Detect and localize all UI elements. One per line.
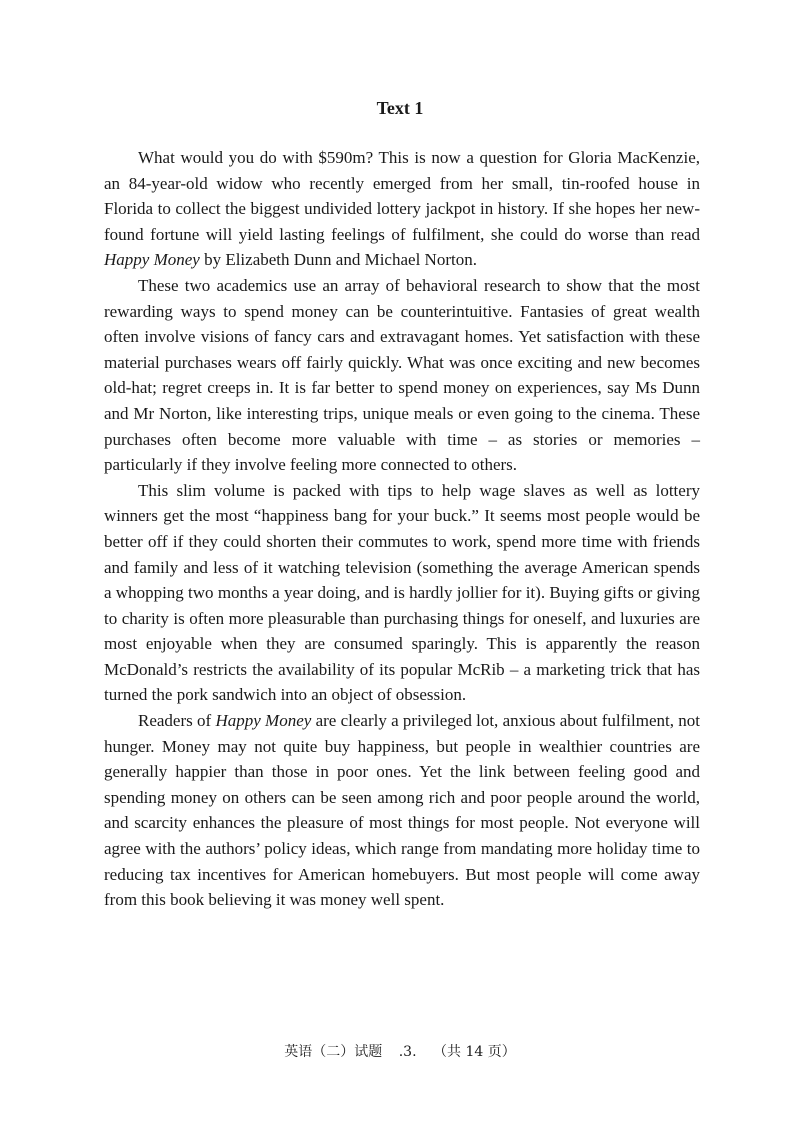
exam-label: 英语（二）试题 <box>284 1044 383 1060</box>
paragraph-1 <box>104 145 700 273</box>
paragraph-text: by Elizabeth Dunn and Michael Norton. <box>199 250 477 270</box>
total-pages: （共 14 页） <box>433 1044 516 1060</box>
paragraph-text: What would you do with $590m? This is now a question for Gloria MacKenzie, an 84-year-old widow who recently emerged from her small, tin-roofed house in Florida to collect the biggest undivided lottery jackpot in history. If she hopes her new-found fortune will yield lasting feelings of fulfilment, she could do worse than read <box>104 148 700 244</box>
paragraph-text: are clearly a privileged lot, anxious about fulfilment, not hunger. Money may not quite buy happiness, but people in wealthier countries are generally happier than those in poor ones. Yet the link between feeling good and spending money on others can be seen among rich and poor people around the world, and scarcity enhances the pleasure of most things for most people. Not everyone will agree with the authors’ policy ideas, which range from mandating more holiday time to reducing tax incentives for American homebuyers. But most people will come away from this book believing it was money well spent. <box>104 711 700 910</box>
paragraph-4 <box>104 708 700 913</box>
book-title: Happy Money <box>104 250 200 270</box>
paragraph-3 <box>104 478 700 708</box>
paragraph-text: This slim volume is packed with tips to help wage slaves as well as lottery winners get the most “happiness bang for your buck.” It seems most people would be better off if they could shorten their commutes to work, spend more time with friends and family and less of it watching television (something the average American spends a whopping two months a year doing, and is hardly jollier for it). Buying gifts or giving to charity is often more pleasurable than purchasing things for oneself, and luxuries are most enjoyable when they are consumed sparingly. This is apparently the reason McDonald’s restricts the availability of its popular McRib – a marketing trick that has turned the pork sandwich into an object of obsession. <box>104 480 700 705</box>
paragraph-text: Readers of <box>138 711 216 731</box>
page-footer <box>0 1042 800 1062</box>
book-title: Happy Money <box>215 711 312 731</box>
passage-body <box>104 145 700 913</box>
page-number: .3. <box>398 1044 417 1060</box>
paragraph-2 <box>104 273 700 478</box>
paragraph-text: These two academics use an array of behavioral research to show that the most rewarding ways to spend money can be counterintuitive. Fantasies of great wealth often involve visions of fancy cars and extravagant homes. Yet satisfaction with these material purchases wears off fairly quickly. What was once exciting and new becomes old-hat; regret creeps in. It is far better to spend money on experiences, say Ms Dunn and Mr Norton, like interesting trips, unique meals or even going to the cinema. These purchases often become more valuable with time – as stories or memories – particularly if they involve feeling more connected to others. <box>104 275 700 475</box>
text-title: Text 1 <box>376 98 424 118</box>
